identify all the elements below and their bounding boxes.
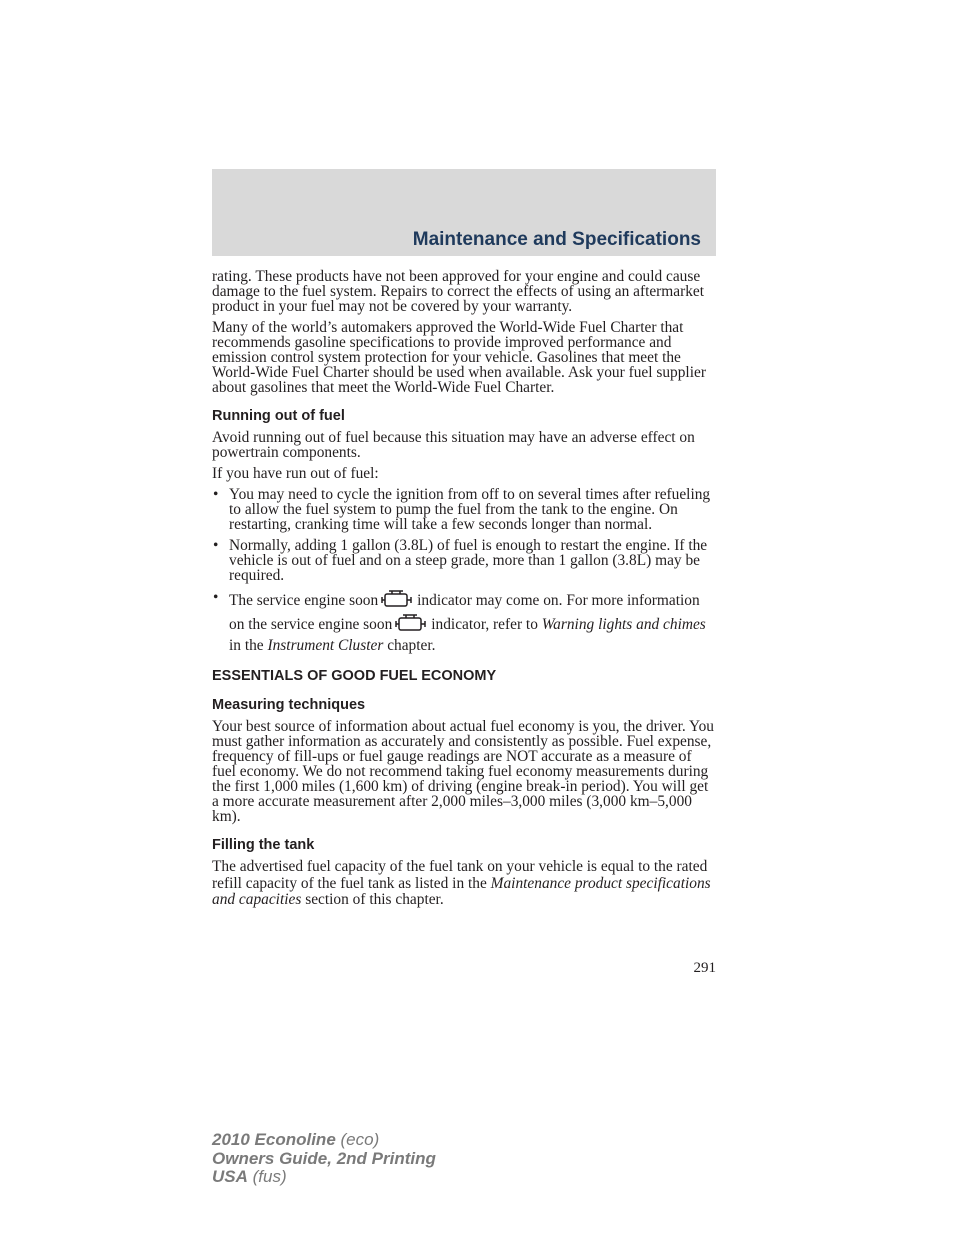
paragraph-filling	[212, 859, 716, 909]
bullet-marker: •	[213, 537, 219, 554]
footer-line-model: 2010 Econoline (eco)	[212, 1130, 380, 1149]
heading-filling-the-tank: Filling the tank	[212, 837, 315, 853]
paragraph-aftermarket: rating. These products have not been approved for your engine and could cause damage to the fuel system. Repairs to correct the effects of using an aftermarket product in your fuel may not be covered by your warranty.	[212, 268, 705, 315]
engine-icon	[381, 589, 413, 613]
bullet-marker: •	[213, 589, 219, 606]
page-number: 291	[693, 960, 716, 976]
link-instrument-cluster: Instrument Cluster	[267, 637, 384, 654]
bullet-text: The service engine soon	[229, 592, 379, 609]
paragraph-fuel-charter: Many of the world’s automakers approved the World-Wide Fuel Charter that recommends gasoline specifications to provide improved performance and emission control system protection for your vehicle. Gasolines that meet the World-Wide Fuel Charter should be used when available. Ask your fuel supplier about gasolines that meet the World-Wide Fuel Charter.	[212, 319, 706, 396]
bullet-text: indicator, refer to	[431, 616, 538, 633]
document-footer	[212, 1131, 436, 1187]
bullet-text: Normally, adding 1 gallon (3.8L) of fuel is enough to restart the engine. If the vehicle is out of fuel and on a steep grade, more than 1 gallon (3.8L) may be required.	[229, 537, 708, 584]
link-maintenance-specs: Maintenance product specifications and capacities	[212, 874, 711, 908]
list-item	[212, 487, 716, 532]
page-content	[212, 269, 716, 915]
bullet-text: in the	[229, 637, 264, 654]
section-title: Maintenance and Specifications	[412, 229, 701, 250]
paragraph-measuring: Your best source of information about actual fuel economy is you, the driver. You must gather information as accurately and consistently as possible. Fuel expense, frequency of fill-ups or fuel gauge readings are NOT accurate as a measure of fuel economy. We do not recommend taking fuel economy measurements during the first 1,000 miles (1,600 km) of driving (engine break-in period). You will get a more accurate measurement after 2,000 miles–3,000 miles (3,000 km–5,000 km).	[212, 718, 714, 825]
bullet-text: You may need to cycle the ignition from off to on several times after refueling to allow the fuel system to pump the fuel from the tank to the engine. On restarting, cranking time will take a few seconds longer than normal.	[229, 486, 711, 533]
bullet-text: indicator may come on. For more information on the service engine soon	[229, 592, 700, 633]
list-item	[212, 589, 716, 654]
paragraph-text: section of this chapter.	[305, 891, 444, 908]
footer-line-guide: Owners Guide, 2nd Printing	[212, 1148, 436, 1168]
paragraph-text: The advertised fuel capacity of the fuel tank on your vehicle is equal to the rated refill capacity of the fuel tank as listed in the	[212, 858, 708, 892]
heading-measuring-techniques: Measuring techniques	[212, 697, 366, 713]
section-header	[212, 169, 716, 256]
bullet-text: chapter.	[387, 637, 436, 654]
footer-line-region: USA (fus)	[212, 1167, 287, 1186]
engine-icon	[395, 613, 427, 637]
bullet-list	[212, 487, 716, 654]
list-item	[212, 538, 716, 583]
link-warning-lights: Warning lights and chimes	[541, 616, 706, 633]
paragraph-avoid-running-out: Avoid running out of fuel because this situation may have an adverse effect on powertrain components.	[212, 429, 695, 461]
heading-essentials: ESSENTIALS OF GOOD FUEL ECONOMY	[212, 668, 497, 684]
bullet-marker: •	[213, 486, 219, 503]
paragraph-if-run-out: If you have run out of fuel:	[212, 465, 379, 482]
heading-running-out-of-fuel: Running out of fuel	[212, 408, 345, 424]
